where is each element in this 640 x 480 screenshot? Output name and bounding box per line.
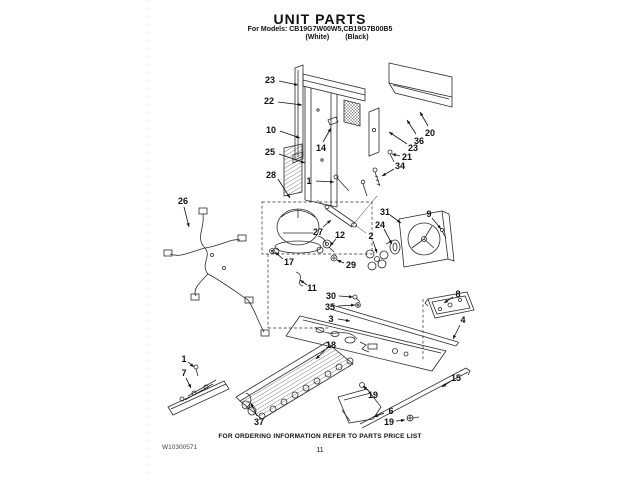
support-rails xyxy=(330,305,470,428)
callout-31: 31 xyxy=(379,207,391,217)
callout-11: 11 xyxy=(307,283,317,293)
callout-19: 19 xyxy=(367,390,379,400)
callout-15: 15 xyxy=(450,373,462,383)
callout-23: 23 xyxy=(264,75,276,85)
callout-arrowhead xyxy=(351,304,355,307)
fasteners-top xyxy=(334,150,394,196)
ordering-note: FOR ORDERING INFORMATION REFER TO PARTS PRICE LIST xyxy=(218,433,422,440)
shelf-bracket xyxy=(389,63,452,107)
callout-4: 4 xyxy=(460,315,466,325)
callout-8: 8 xyxy=(455,289,461,299)
callout-14: 14 xyxy=(315,143,327,153)
callout-arrowhead xyxy=(330,180,334,183)
callout-arrowhead xyxy=(374,249,377,253)
callout-arrowhead xyxy=(453,335,456,339)
callout-26: 26 xyxy=(177,196,189,206)
callout-35: 35 xyxy=(324,302,336,312)
roller-rail-assembly xyxy=(168,365,229,415)
callout-arrowhead xyxy=(407,120,410,124)
condenser-coil xyxy=(236,342,353,419)
callout-arrowhead xyxy=(328,128,331,132)
callout-3: 3 xyxy=(328,314,334,324)
callout-36: 36 xyxy=(413,136,425,146)
callout-12: 12 xyxy=(334,230,346,240)
callout-arrowhead xyxy=(349,295,353,298)
page-title: UNIT PARTS xyxy=(273,11,367,27)
models-line: For Models: CB19G7W00W5,CB19G7B00B5 xyxy=(247,26,393,33)
page-number: 11 xyxy=(316,447,324,454)
callout-22: 22 xyxy=(263,96,275,106)
wire-harness xyxy=(164,208,269,336)
callout-2: 2 xyxy=(368,231,374,241)
callout-24: 24 xyxy=(374,220,386,230)
callout-37: 37 xyxy=(253,417,265,427)
callout-arrowhead xyxy=(389,132,393,135)
callout-28: 28 xyxy=(265,170,277,180)
callout-29: 29 xyxy=(345,260,357,270)
callout-30: 30 xyxy=(325,291,337,301)
cover-and-screws xyxy=(338,383,419,424)
callout-19: 19 xyxy=(383,417,395,427)
white-label: (White) xyxy=(305,34,330,41)
callout-18: 18 xyxy=(325,340,337,350)
callout-25: 25 xyxy=(264,147,276,157)
callout-1: 1 xyxy=(306,176,312,186)
callout-21: 21 xyxy=(401,152,413,162)
callout-arrowhead xyxy=(346,319,350,322)
document-number: W10300571 xyxy=(162,444,198,451)
callout-arrowhead xyxy=(397,219,401,223)
callout-1: 1 xyxy=(181,354,187,364)
callout-6: 6 xyxy=(388,406,394,416)
callout-7: 7 xyxy=(181,368,187,378)
callout-23: 23 xyxy=(407,143,419,153)
callout-arrowhead xyxy=(188,384,191,388)
callout-20: 20 xyxy=(424,128,436,138)
black-label: (Black) xyxy=(345,34,369,41)
callout-arrowhead xyxy=(420,112,423,116)
callout-arrowhead xyxy=(382,173,386,176)
callout-arrowhead xyxy=(300,280,304,284)
callout-17: 17 xyxy=(283,257,295,267)
callout-9: 9 xyxy=(426,209,432,219)
callout-27: 27 xyxy=(312,227,324,237)
callout-34: 34 xyxy=(394,161,406,171)
callout-arrowhead xyxy=(298,103,302,106)
callout-arrowhead xyxy=(337,260,341,263)
fan-bracket xyxy=(425,292,474,318)
callout-10: 10 xyxy=(265,125,277,135)
